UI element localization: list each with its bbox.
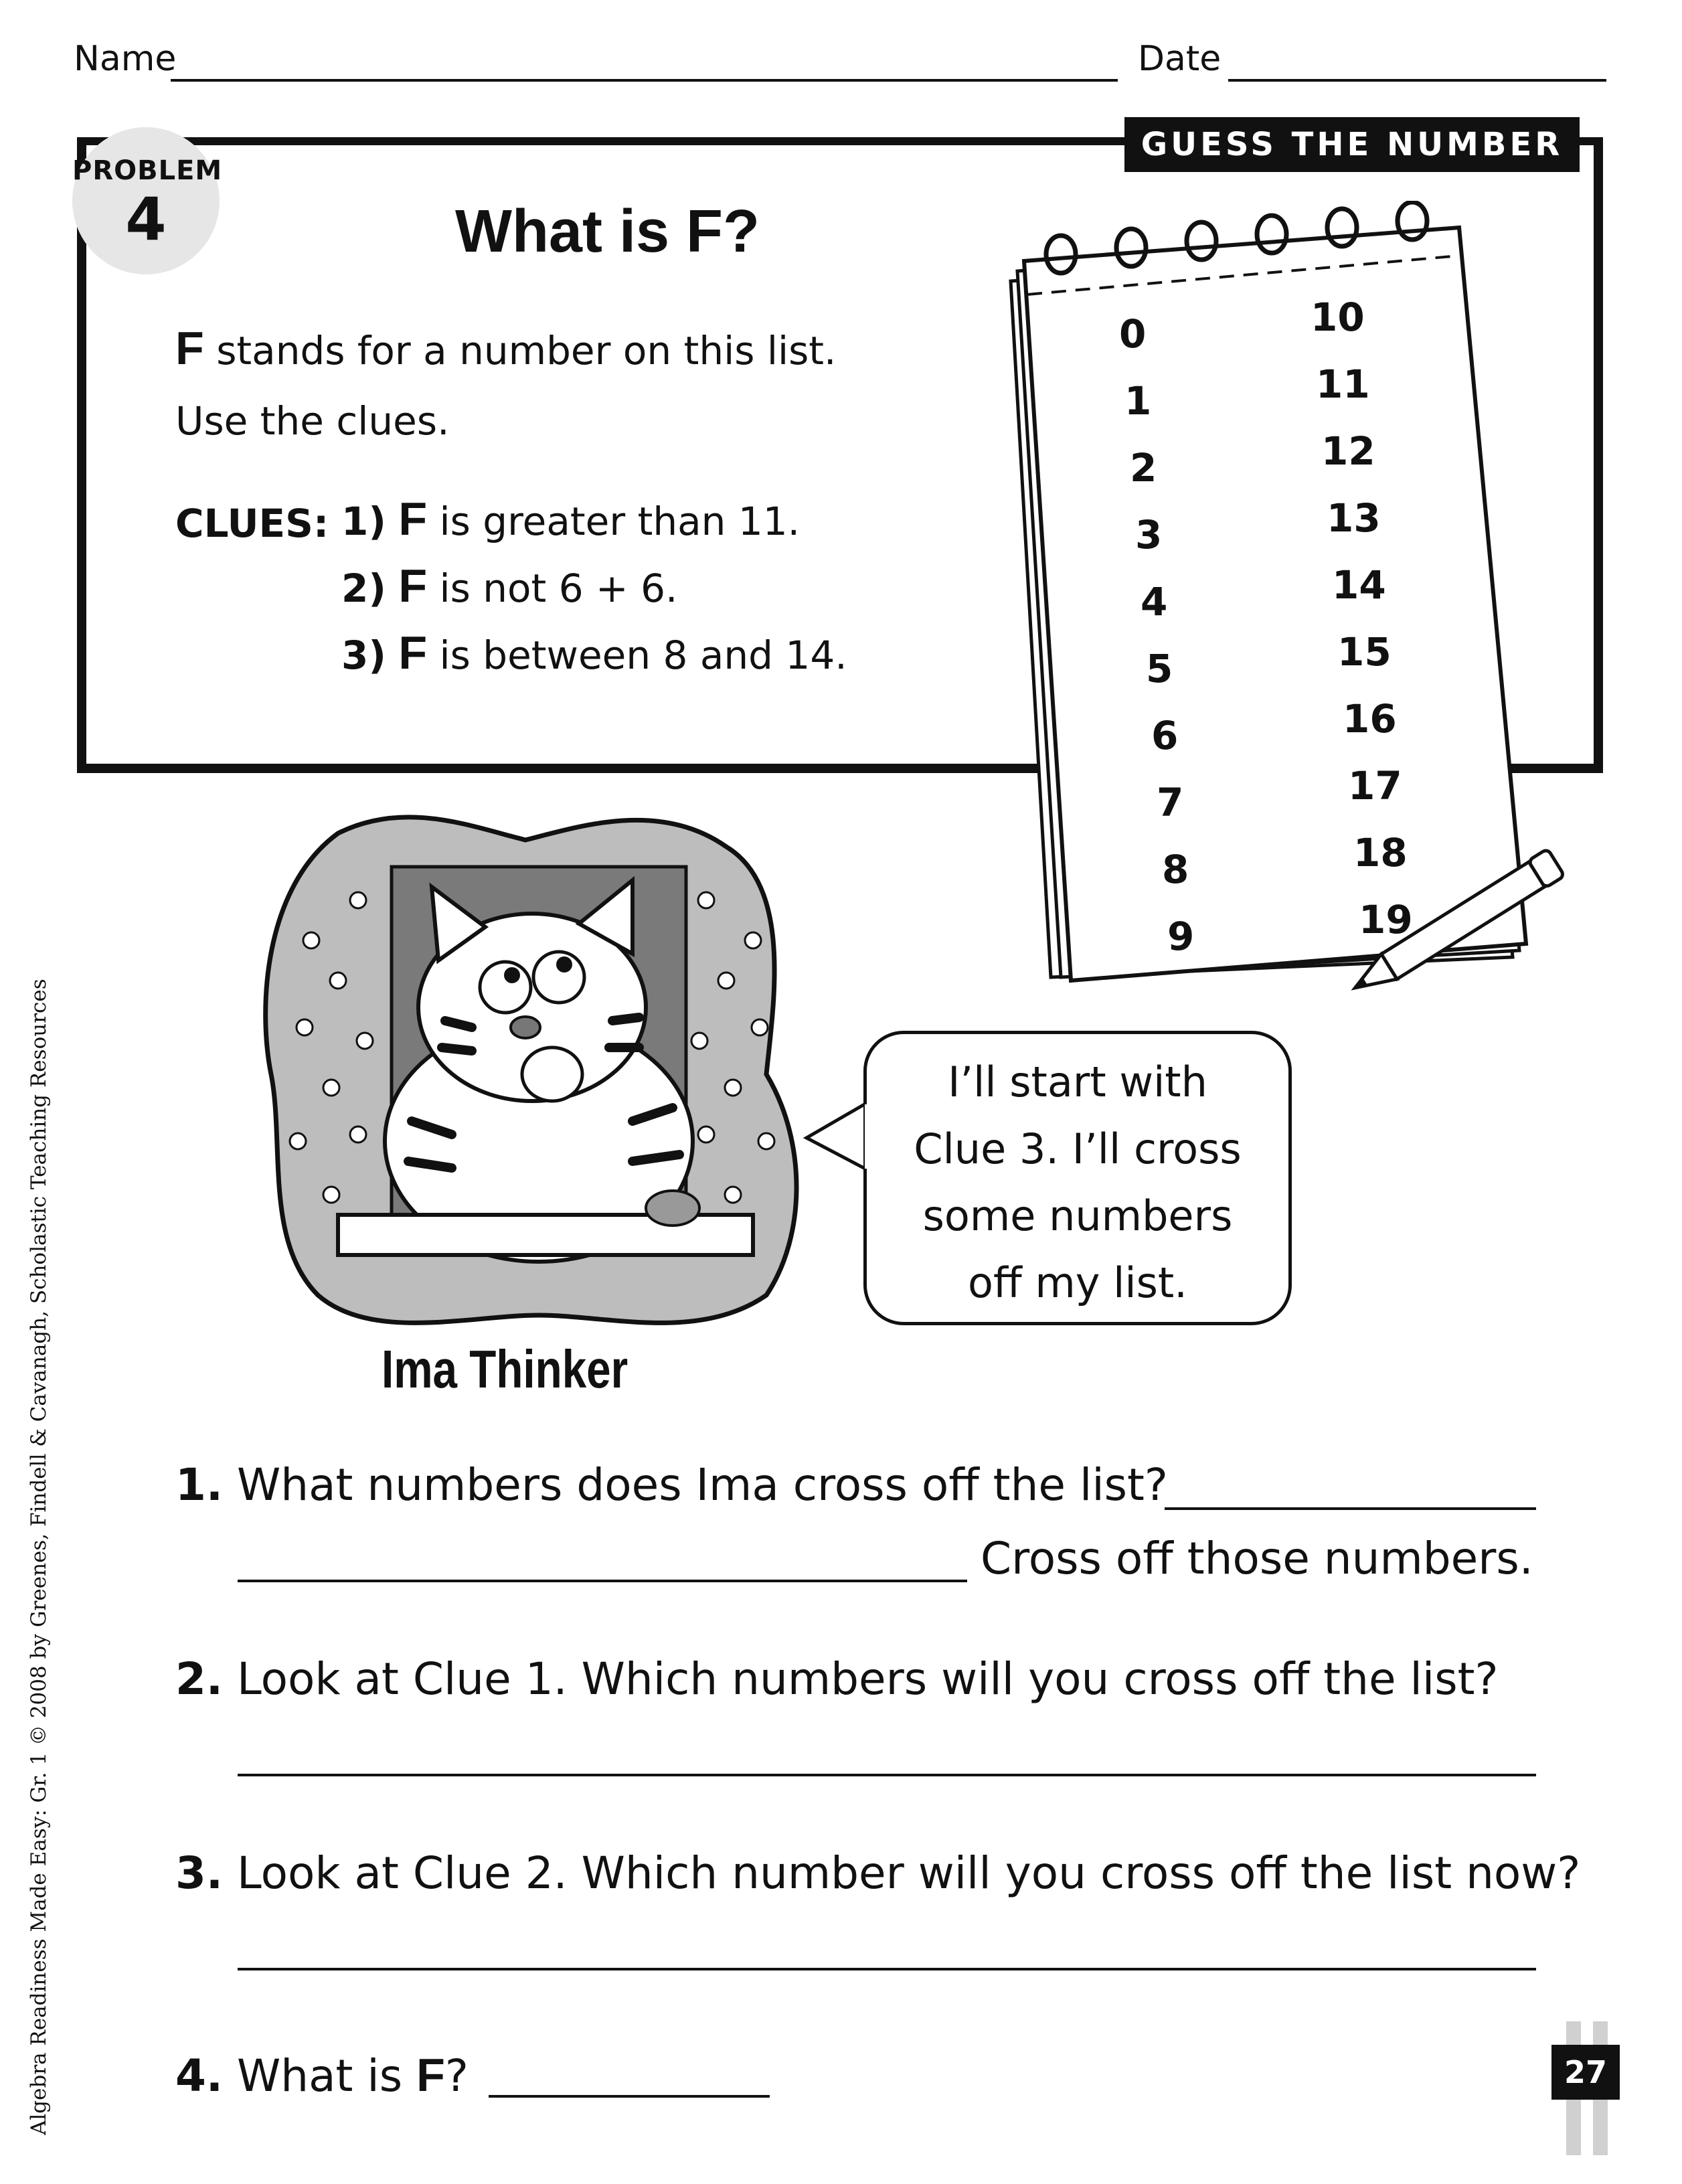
problem-badge xyxy=(72,127,223,274)
number-2: 2 xyxy=(1130,445,1157,491)
speech-line: Clue 3. I’ll cross xyxy=(914,1124,1242,1173)
answer-1-line-b[interactable] xyxy=(238,1580,967,1582)
notepad-illustration xyxy=(997,201,1600,1058)
clue-text: is between 8 and 14. xyxy=(427,633,847,678)
question-text-end: ? xyxy=(444,2050,469,2102)
number-17: 17 xyxy=(1348,763,1402,809)
answer-1-line-a[interactable] xyxy=(1165,1507,1536,1510)
question-3 xyxy=(175,1847,1580,1899)
question-text: What numbers does Ima cross off the list? xyxy=(236,1459,1168,1511)
clue-number: 3) xyxy=(341,633,386,678)
question-2 xyxy=(175,1653,1499,1705)
date-label: Date xyxy=(1138,39,1222,79)
question-number: 3. xyxy=(175,1847,223,1899)
instruction-text: Use the clues. xyxy=(175,398,450,444)
question-number: 2. xyxy=(175,1653,223,1705)
number-3: 3 xyxy=(1135,512,1163,558)
question-number: 4. xyxy=(175,2050,223,2102)
speech-line: I’ll start with xyxy=(948,1058,1207,1106)
question-1 xyxy=(175,1459,1168,1511)
clue-number: 2) xyxy=(341,566,386,611)
number-4: 4 xyxy=(1141,579,1168,624)
date-field[interactable] xyxy=(1228,79,1606,82)
number-7: 7 xyxy=(1157,780,1184,825)
speech-line: some numbers xyxy=(922,1191,1233,1240)
number-0: 0 xyxy=(1119,311,1147,357)
variable-f: F xyxy=(398,493,428,545)
number-11: 11 xyxy=(1316,361,1370,407)
bubble-joint xyxy=(865,1104,873,1169)
number-5: 5 xyxy=(1146,646,1173,691)
clue-1 xyxy=(341,492,800,545)
page-title: What is F? xyxy=(455,198,760,265)
intro-text: stands for a number on this list. xyxy=(203,328,837,373)
number-19: 19 xyxy=(1359,897,1413,942)
question-text: Look at Clue 1. Which numbers will you cross off the list? xyxy=(236,1653,1499,1705)
variable-f: F xyxy=(398,560,428,612)
number-16: 16 xyxy=(1343,696,1397,742)
clues-label: CLUES: xyxy=(175,501,329,546)
answer-3-line[interactable] xyxy=(238,1968,1536,1970)
clue-text: is greater than 11. xyxy=(427,499,801,544)
variable-f: F xyxy=(175,322,204,374)
number-9: 9 xyxy=(1167,914,1195,959)
character-caption: Ima Thinker xyxy=(382,1339,628,1399)
category-tag: GUESS THE NUMBER xyxy=(1124,117,1580,172)
variable-f: F xyxy=(398,626,428,679)
cat-illustration xyxy=(258,807,827,1335)
number-8: 8 xyxy=(1162,847,1189,892)
variable-f: F xyxy=(416,2049,445,2101)
clue-3 xyxy=(341,626,847,679)
number-13: 13 xyxy=(1327,495,1381,541)
clue-2 xyxy=(341,559,677,612)
problem-badge-number: 4 xyxy=(125,185,167,254)
question-4 xyxy=(175,2048,469,2102)
speech-bubble xyxy=(863,1031,1292,1325)
name-field[interactable] xyxy=(171,79,1118,82)
question-1-continued: Cross off those numbers. xyxy=(981,1533,1533,1584)
answer-4-line[interactable] xyxy=(489,2095,770,2098)
clue-number: 1) xyxy=(341,499,386,544)
speech-line: off my list. xyxy=(968,1258,1187,1307)
intro-line xyxy=(175,321,836,375)
question-text: What is xyxy=(236,2050,417,2102)
number-10: 10 xyxy=(1311,295,1365,340)
page-number: 27 xyxy=(1551,2045,1620,2100)
number-12: 12 xyxy=(1321,428,1375,474)
name-label: Name xyxy=(74,39,177,79)
number-1: 1 xyxy=(1124,378,1152,424)
answer-2-line[interactable] xyxy=(238,1774,1536,1776)
question-text: Look at Clue 2. Which number will you cross off the list now? xyxy=(236,1847,1581,1899)
copyright-notice: Algebra Readiness Made Easy: Gr. 1 © 2008 by Greenes, Findell & Cavanagh, Scholastic Teaching Resources xyxy=(27,979,51,2135)
clue-text: is not 6 + 6. xyxy=(427,566,678,611)
number-18: 18 xyxy=(1353,830,1408,875)
number-6: 6 xyxy=(1151,713,1179,758)
number-15: 15 xyxy=(1337,629,1392,675)
problem-badge-label: PROBLEM xyxy=(72,155,223,186)
number-14: 14 xyxy=(1332,562,1386,608)
question-number: 1. xyxy=(175,1459,223,1511)
